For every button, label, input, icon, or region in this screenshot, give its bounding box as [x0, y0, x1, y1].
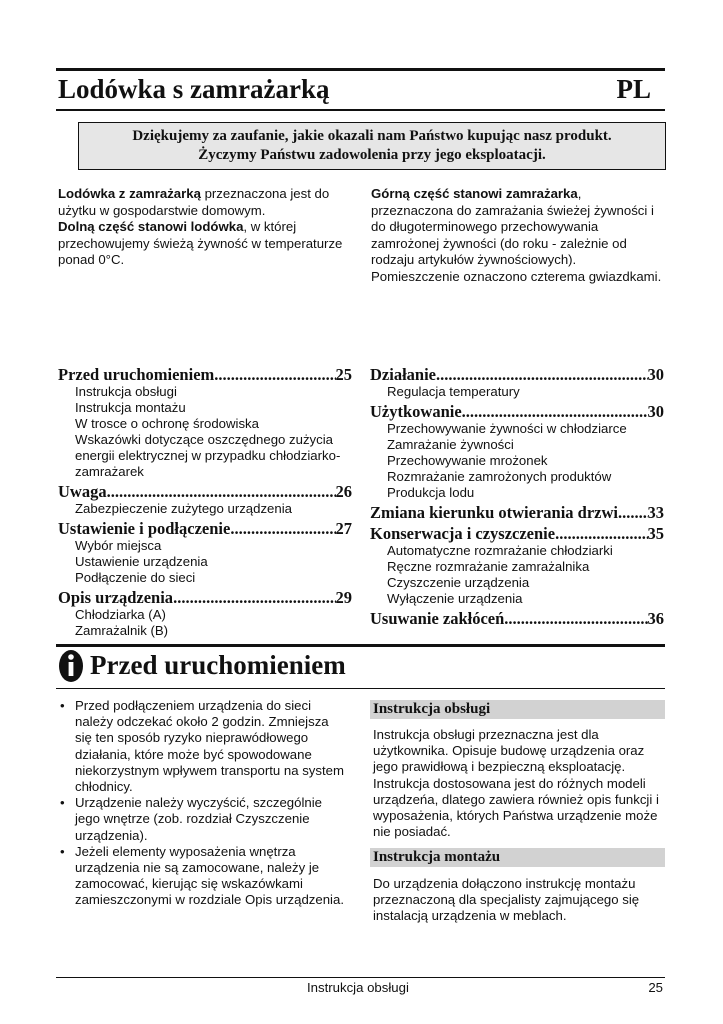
toc-entry[interactable] — [370, 524, 664, 543]
toc-leader — [618, 503, 648, 522]
installation-manual-heading: Instrukcja montażu — [370, 848, 665, 867]
toc-subentry: Przechowywanie żywności w chłodziarce — [387, 421, 627, 436]
toc-leader — [555, 524, 647, 543]
toc-leader — [504, 609, 647, 628]
toc-entry[interactable] — [58, 588, 352, 607]
toc-entry-page: 36 — [647, 609, 664, 628]
toc-entry-page: 35 — [647, 524, 664, 543]
user-manual-heading: Instrukcja obsługi — [370, 700, 665, 719]
toc-entry[interactable] — [370, 402, 664, 421]
toc-entry-page: 30 — [647, 365, 664, 384]
toc-subentry: Wyłączenie urządzenia — [387, 591, 523, 606]
section-rule-bottom — [56, 688, 665, 689]
toc-entry-title: Ustawienie i podłączenie — [58, 519, 231, 538]
toc-leader — [462, 402, 648, 421]
toc-subentry: Zabezpieczenie zużytego urządzenia — [75, 501, 292, 516]
toc-entry[interactable] — [370, 365, 664, 384]
toc-entry-title: Usuwanie zakłóceń — [370, 609, 505, 628]
toc-leader — [173, 588, 335, 607]
toc-entry[interactable] — [58, 365, 352, 384]
list-item: • Przed podłączeniem urządzenia do sieci należy odczekać około 2 godzin. Zmniejsza się ten sposób ryzyko nieprawódłowego działania, które może być spowodowane niekorzystnym wpływem transportu na system chłodnicy. — [58, 698, 348, 795]
thank-you-line-1: Dziękujemy za zaufanie, jakie okazali nam Państwo kupując nasz produkt. — [132, 128, 612, 144]
toc-leader — [214, 365, 335, 384]
toc-entry-page: 25 — [335, 365, 352, 384]
intro-text: , w której przechowujemy świeżą żywność w temperaturze ponad 0°C. — [58, 219, 343, 268]
toc-entry-title: Przed uruchomieniem — [58, 365, 215, 384]
language-code: PL — [616, 74, 651, 104]
toc-subentry: Chłodziarka (A) — [75, 607, 166, 622]
toc-entry-title: Działanie — [370, 365, 436, 384]
toc-entry-title: Zmiana kierunku otwierania drzwi — [370, 503, 618, 522]
toc-leader — [230, 519, 335, 538]
intro-freezer-term: Górną część stanowi zamrażarka — [371, 186, 578, 201]
header-rule-bottom — [56, 109, 665, 111]
toc-entry-page: 29 — [335, 588, 352, 607]
toc-subentry: Instrukcja montażu — [75, 400, 186, 415]
intro-fridge-term: Dolną część stanowi lodówka — [58, 219, 244, 235]
toc-subentry: Produkcja lodu — [387, 485, 475, 500]
toc-subentry: Rozmrażanie zamrożonych produktów — [387, 469, 612, 484]
thank-you-box — [78, 122, 666, 170]
section-rule-top — [56, 644, 665, 647]
toc-subentry: Zamrażalnik (B) — [75, 623, 169, 638]
toc-subentry: Czyszczenie urządzenia — [387, 575, 530, 590]
toc-subentry: W trosce o ochronę środowiska — [75, 416, 259, 431]
toc-subentry: Instrukcja obsługi — [75, 384, 177, 399]
footer-label: Instrukcja obsługi — [307, 980, 409, 995]
section-title: Przed uruchomieniem — [90, 650, 346, 680]
toc-subentry: Automatyczne rozmrażanie chłodziarki — [387, 543, 613, 558]
toc-subentry: Regulacja temperatury — [387, 384, 520, 399]
toc-entry[interactable] — [370, 503, 664, 522]
list-item: • Urządzenie należy wyczyścić, szczególnie jego wnętrze (zob. rozdział Czyszczenie urządzenia). — [58, 795, 348, 844]
toc-subentry: Zamrażanie żywności — [387, 437, 514, 452]
intro-fridge-freezer-term: Lodówka z zamrażarką — [58, 186, 201, 201]
intro-text: przeznaczona jest do użytku w gospodarstwie domowym. — [58, 186, 330, 218]
toc-subentry: Podłączenie do sieci — [75, 570, 196, 585]
toc-right-column — [370, 363, 664, 628]
intro-left-column — [58, 186, 348, 269]
thank-you-line-2: Życzymy Państwu zadowolenia przy jego eksploatacji. — [198, 147, 546, 163]
toc-leader — [436, 365, 648, 384]
footer-rule — [56, 977, 665, 978]
toc-subentry: Ręczne rozmrażanie zamrażalnika — [387, 559, 590, 574]
toc-entry-title: Opis urządzenia — [58, 588, 174, 607]
info-icon — [58, 648, 84, 684]
toc-entry-page: 27 — [335, 519, 352, 538]
user-manual-text: Instrukcja obsługi przeznaczna jest dla użytkownika. Opisuje budowę urządzenia oraz jego prawidłową i bezpieczną eksploatację. Instrukcja dostosowana jest do różnych modeli urządzeńa, dlatego zawiera również opis funkcji i wyposażenia, których Państwa urządzenie może nie posiadać. — [373, 727, 659, 840]
toc-subentry: Wskazówki dotyczące oszczędnego zużycia energii elektrycznej w przypadku chłodziarko-zamrażarek — [75, 432, 341, 479]
toc-entry[interactable] — [370, 609, 664, 628]
toc-left-column — [58, 363, 352, 639]
toc-leader — [107, 482, 336, 501]
toc-entry[interactable] — [58, 482, 352, 501]
toc-entry-page: 33 — [647, 503, 664, 522]
toc-entry-page: 26 — [335, 482, 352, 501]
toc-subentry: Ustawienie urządzenia — [75, 554, 208, 569]
list-item: • Jeżeli elementy wyposażenia wnętrza urządzenia nie są zamocowane, należy je zamocować, kierując się wskazówkami zamieszczonymi w rozdziale Opis urządzenia. — [58, 844, 348, 909]
page-number: 25 — [648, 980, 663, 995]
toc-subentry: Wybór miejsca — [75, 538, 162, 553]
intro-right-column — [371, 186, 666, 286]
installation-manual-text: Do urządzenia dołączono instrukcję montażu przeznaczoną dla specjalisty zajmującego się instalacją urządzenia w meblach. — [373, 876, 640, 924]
toc-entry-title: Uwaga — [58, 482, 107, 501]
header-rule-top — [56, 68, 665, 71]
intro-text: , przeznaczona do zamrażania świeżej żywności i do długoterminowego przechowywania zamrożonej żywności (do roku - zależnie od rodzaju artykułów żywnościowych). Pomieszczenie oznaczono czterema gwiazdkami. — [371, 186, 662, 284]
toc-entry-page: 30 — [647, 402, 664, 421]
toc-subentry: Przechowywanie mrożonek — [387, 453, 548, 468]
bullet-list — [58, 698, 348, 909]
toc-entry-title: Użytkowanie — [370, 402, 462, 421]
document-title: Lodówka s zamrażarką — [58, 74, 330, 104]
toc-entry-title: Konserwacja i czyszczenie — [370, 524, 556, 543]
toc-entry[interactable] — [58, 519, 352, 538]
